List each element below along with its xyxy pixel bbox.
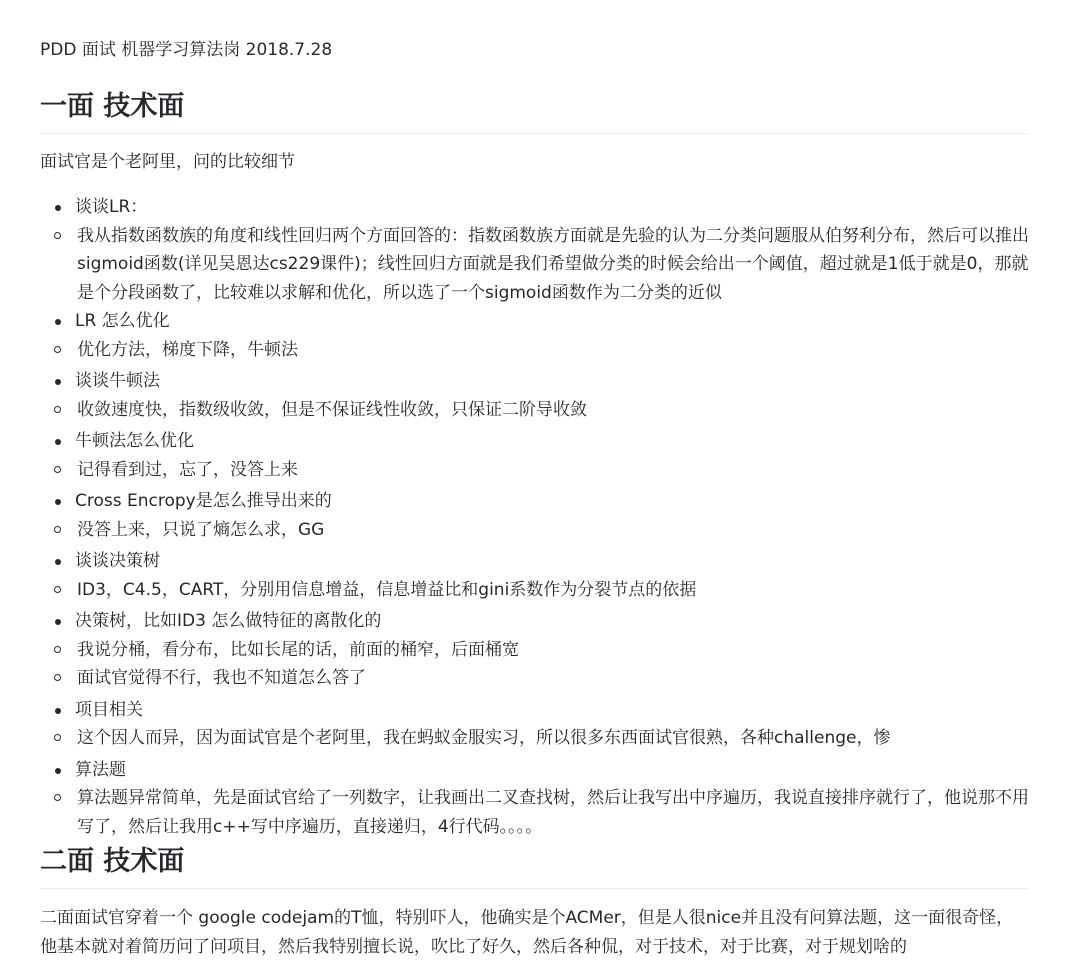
list-item <box>40 487 1040 516</box>
list-item <box>40 367 1040 396</box>
section-2-heading: 二面 技术面 <box>40 844 1028 889</box>
answer-text: ID3，C4.5，CART，分别用信息增益，信息增益比和gini系数作为分裂节点的依据 <box>77 579 697 600</box>
section-1-intro: 面试官是个老阿里，问的比较细节 <box>40 152 295 172</box>
question-text: 算法题 <box>75 759 126 780</box>
question-list <box>40 193 1040 841</box>
question-text: 决策树，比如ID3 怎么做特征的离散化的 <box>75 611 382 631</box>
answer-text: 记得看到过，忘了，没答上来 <box>77 459 298 480</box>
answer-text: 优化方法，梯度下降，牛顿法 <box>77 339 298 360</box>
list-item <box>40 607 1040 636</box>
answer-item <box>40 636 1040 665</box>
answer-item <box>40 336 1040 365</box>
answer-item <box>40 724 1040 753</box>
question-text: 项目相关 <box>75 699 143 720</box>
answer-text: 没答上来，只说了熵怎么求，GG <box>77 519 325 540</box>
answer-item <box>40 222 1035 308</box>
list-item <box>40 696 1040 725</box>
answer-text: 这个因人而异，因为面试官是个老阿里，我在蚂蚁金服实习，所以很多东西面试官很熟，各种challenge，惨 <box>77 728 891 748</box>
question-text: 谈谈牛顿法 <box>75 371 160 391</box>
answer-item <box>40 576 1040 605</box>
question-text: 谈谈LR： <box>75 197 148 217</box>
answer-text: 收敛速度快，指数级收敛，但是不保证线性收敛，只保证二阶导收敛 <box>77 399 587 420</box>
list-item <box>40 427 1040 456</box>
question-text: 牛顿法怎么优化 <box>75 431 194 451</box>
list-item <box>40 547 1040 576</box>
list-item <box>40 756 1040 785</box>
answer-text: 算法题异常简单，先是面试官给了一列数字，让我画出二叉查找树，然后让我写出中序遍历，我说直接排序就行了，他说那不用写了，然后让我用c++写中序遍历，直接递归，4行代码。。。。 <box>77 788 1029 837</box>
answer-item <box>40 784 1035 841</box>
question-text: LR 怎么优化 <box>75 311 170 331</box>
answer-item <box>40 456 1040 485</box>
section-2-paragraph: 二面面试官穿着一个 google codejam的T恤，特别吓人，他确实是个ACMer，但是人很nice并且没有问算法题，这一面很奇怪，他基本就对着简历问了问项目，然后我特别擅长说，吹比了好久，然后各种侃，对于技术，对于比赛，对于规划啥的 <box>40 908 1014 957</box>
section-1-heading: 一面 技术面 <box>40 89 1028 134</box>
meta-line: PDD 面试 机器学习算法岗 2018.7.28 <box>40 40 333 60</box>
answer-text: 我说分桶，看分布，比如长尾的话，前面的桶窄，后面桶宽 <box>77 639 519 660</box>
answer-item <box>40 664 1040 693</box>
answer-item <box>40 516 1040 545</box>
answer-text: 面试官觉得不行，我也不知道怎么答了 <box>77 668 366 688</box>
list-item <box>40 307 1040 336</box>
answer-item <box>40 396 1040 425</box>
question-text: 谈谈决策树 <box>75 551 160 571</box>
list-item <box>40 193 1040 222</box>
answer-text: 我从指数函数族的角度和线性回归两个方面回答的：指数函数族方面就是先验的认为二分类问题服从伯努利分布，然后可以推出sigmoid函数(详见吴恩达cs229课件)；线性回归方面就是我们希望做分类的时候会给出一个阈值，超过就是1低于就是0，那就是个分段函数了，比较难以求解和优化，所以选了一个sigmoid函数作为二分类的近似 <box>77 225 1029 303</box>
question-text: Cross Encropy是怎么推导出来的 <box>75 491 332 511</box>
